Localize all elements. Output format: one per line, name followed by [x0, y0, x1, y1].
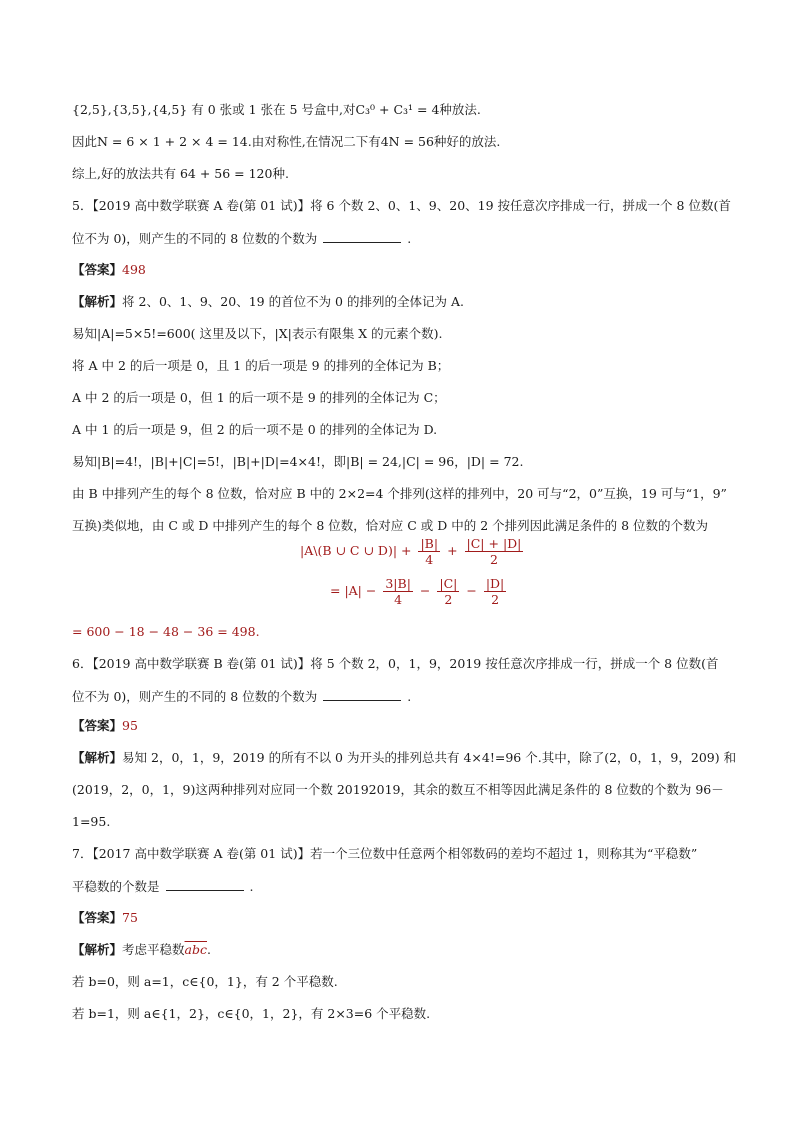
solution-7-line: 若 b=1，则 a∈{1，2}，c∈{0，1，2}，有 2×3=6 个平稳数.	[72, 1006, 431, 1021]
question-6-stem: 6．【2019 高中数学联赛 B 卷(第 01 试)】将 5 个数 2，0，1，9，2019 按任意次序排成一行，拼成一个 8 位数(首	[72, 656, 719, 671]
solution-5-line: 互换)类似地，由 C 或 D 中排列产生的每个 8 位数，恰对应 C 或 D 中的 2 个排列因此满足条件的 8 位数的个数为	[72, 518, 709, 533]
answer-7: 【答案】75	[72, 910, 138, 925]
solution-7-line: 若 b=0，则 a=1，c∈{0，1}，有 2 个平稳数.	[72, 974, 338, 989]
solution-5-line: 【解析】将 2、0、1、9、20、19 的首位不为 0 的排列的全体记为 A.	[72, 294, 464, 309]
text-line: 综上,好的放法共有 64 + 56 = 120种.	[72, 166, 289, 181]
equation-line-1: |A\(B ∪ C ∪ D)| + $\frac{|B|}{4}$ + $\frac{|C| + |D|}{2}$	[300, 536, 522, 567]
answer-blank	[166, 878, 244, 891]
solution-5-line: A 中 2 的后一项是 0，但 1 的后一项不是 9 的排列的全体记为 C；	[72, 390, 446, 405]
text-line: 因此N = 6 × 1 + 2 × 4 = 14.由对称性,在情况二下有4N = 56种好的放法.	[72, 134, 501, 149]
solution-5-line: 易知|B|=4!，|B|+|C|=5!，|B|+|D|=4×4!，即|B| = 24,|C| = 96，|D| = 72.	[72, 454, 524, 469]
solution-5-line: A 中 1 的后一项是 9，但 2 的后一项不是 0 的排列的全体记为 D.	[72, 422, 438, 437]
question-7-stem: 7．【2017 高中数学联赛 A 卷(第 01 试)】若一个三位数中任意两个相邻数码的差均不超过 1，则称其为“平稳数”	[72, 846, 698, 861]
question-5-stem: 5．【2019 高中数学联赛 A 卷(第 01 试)】将 6 个数 2、0、1、9、20、19 按任意次序排成一行，拼成一个 8 位数(首	[72, 198, 731, 213]
text-line: {2,5},{3,5},{4,5} 有 0 张或 1 张在 5 号盒中,对C₃⁰ + C₃¹ = 4种放法.	[72, 102, 481, 117]
answer-blank	[323, 230, 401, 243]
question-7-stem-cont: 平稳数的个数是 .	[72, 879, 254, 894]
equation-line-3: = 600 − 18 − 48 − 36 = 498.	[72, 624, 260, 639]
solution-5-line: 易知|A|=5×5!=600( 这里及以下，|X|表示有限集 X 的元素个数).	[72, 326, 443, 341]
solution-5-line: 将 A 中 2 的后一项是 0，且 1 的后一项是 9 的排列的全体记为 B；	[72, 358, 450, 373]
answer-5: 【答案】498	[72, 262, 146, 277]
solution-5-line: 由 B 中排列产生的每个 8 位数，恰对应 B 中的 2×2=4 个排列(这样的排列中，20 可与“2，0”互换，19 可与“1，9”	[72, 486, 727, 501]
solution-6-line: 1=95.	[72, 814, 111, 829]
solution-7-line: 【解析】考虑平稳数$\overline{abc}$.	[72, 942, 211, 957]
solution-6-line: 【解析】易知 2，0，1，9，2019 的所有不以 0 为开头的排列总共有 4×4!=96 个.其中，除了(2，0，1，9，209) 和	[72, 750, 737, 765]
answer-6: 【答案】95	[72, 718, 138, 733]
solution-6-line: (2019，2，0，1，9)这两种排列对应同一个数 20192019，其余的数互不相等因此满足条件的 8 位数的个数为 96－	[72, 782, 724, 797]
answer-blank	[323, 688, 401, 701]
question-5-stem-cont: 位不为 0)，则产生的不同的 8 位数的个数为 .	[72, 231, 412, 246]
question-6-stem-cont: 位不为 0)，则产生的不同的 8 位数的个数为 .	[72, 689, 412, 704]
equation-line-2: = |A| − $\frac{3|B|}{4}$ − $\frac{|C|}{2}$ − $\frac{|D|}{2}$	[330, 576, 505, 607]
